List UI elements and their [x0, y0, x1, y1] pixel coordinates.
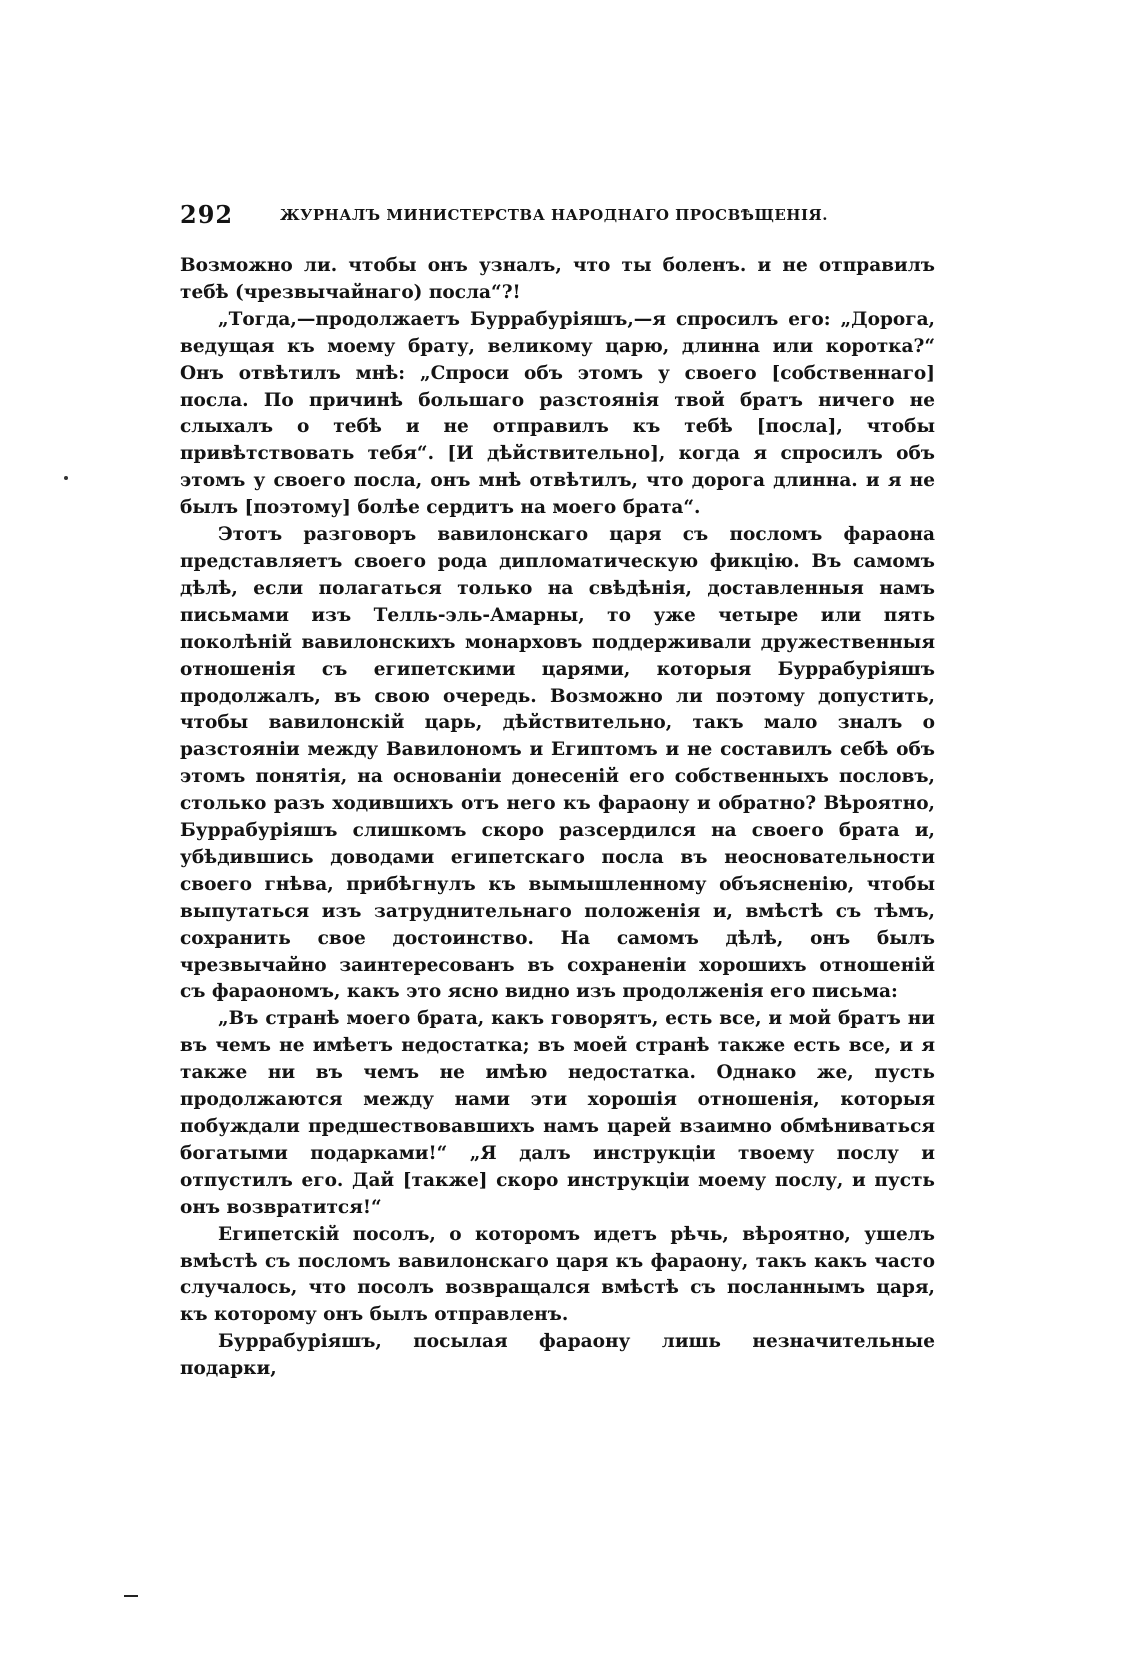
paragraph-5: Египетскій посолъ, о которомъ идетъ рѣчь, вѣроятно, ушелъ вмѣстѣ съ посломъ вавилонскаго царя къ фараону, такъ какъ часто случалось, что посолъ возвращался вмѣстѣ съ посланнымъ царя, къ которому онъ былъ отправленъ.: [180, 1223, 935, 1326]
body-text: [180, 253, 935, 1383]
page-header: [180, 200, 940, 236]
paragraph-4-quote: „Въ странѣ моего брата, какъ говорятъ, есть все, и мой братъ ни въ чемъ не имѣетъ недостатка; въ моей странѣ также есть все, и я также ни въ чемъ не имѣю недостатка. Однако же, пусть продолжаются между нами эти хорошія отношенія, которыя побуждали предшествовавшихъ намъ царей взаимно обмѣниваться богатыми подарками!“ „Я далъ инструкціи твоему послу и отпустилъ его. Дай [также] скоро инструкціи моему послу, и пусть онъ возвратится!“: [180, 1008, 935, 1218]
margin-dot: [64, 476, 68, 480]
paragraph-6: Буррабуріяшъ, посылая фараону лишь незначительные подарки,: [180, 1331, 935, 1380]
paragraph-1: Возможно ли. чтобы онъ узналъ, что ты боленъ. и не отправилъ тебѣ (чрезвычайнаго) посла“?!: [180, 255, 935, 303]
page-number: 292: [180, 200, 234, 229]
running-head: ЖУРНАЛЪ МИНИСТЕРСТВА НАРОДНАГО ПРОСВѢЩЕНІЯ.: [280, 206, 828, 224]
paragraph-3: Этотъ разговоръ вавилонскаго царя съ посломъ фараона представляетъ своего рода дипломатическую фикцію. Въ самомъ дѣлѣ, если полагаться только на свѣдѣнія, доставленныя намъ письмами изъ Телль-эль-Амарны, то уже четыре или пять поколѣній вавилонскихъ монарховъ поддерживали дружественныя отношенія съ египетскими царями, которыя Буррабуріяшъ продолжалъ, въ свою очередь. Возможно ли поэтому допустить, чтобы вавилонскій царь, дѣйствительно, такъ мало зналъ о разстояніи между Вавилономъ и Египтомъ и не составилъ себѣ объ этомъ понятія, на основаніи донесеній его собственныхъ пословъ, столько разъ ходившихъ отъ него къ фараону и обратно? Вѣроятно, Буррабуріяшъ слишкомъ скоро разсердился на своего брата и, убѣдившись доводами египетскаго посла въ неосновательности своего гнѣва, прибѣгнулъ къ вымышленному объясненію, чтобы выпутаться изъ затруднительнаго положенія и, вмѣстѣ съ тѣмъ, сохранить свое достоинство. На самомъ дѣлѣ, онъ былъ чрезвычайно заинтересованъ въ сохраненіи хорошихъ отношеній съ фараономъ, какъ это ясно видно изъ продолженія его письма:: [180, 524, 935, 1003]
paragraph-2: „Тогда,—продолжаетъ Буррабуріяшъ,—я спросилъ его: „Дорога, ведущая къ моему брату, великому царю, длинна или коротка?“ Онъ отвѣтилъ мнѣ: „Спроси объ этомъ у своего [собственнаго] посла. По причинѣ большаго разстоянія твой братъ ничего не слыхалъ о тебѣ и не отправилъ къ тебѣ [посла], чтобы привѣтствовать тебя“. [И дѣйствительно], когда я спросилъ объ этомъ у своего посла, онъ мнѣ отвѣтилъ, что дорога длинна. и я не былъ [поэтому] болѣе сердитъ на моего брата“.: [180, 308, 935, 519]
margin-dash: [124, 1595, 138, 1597]
